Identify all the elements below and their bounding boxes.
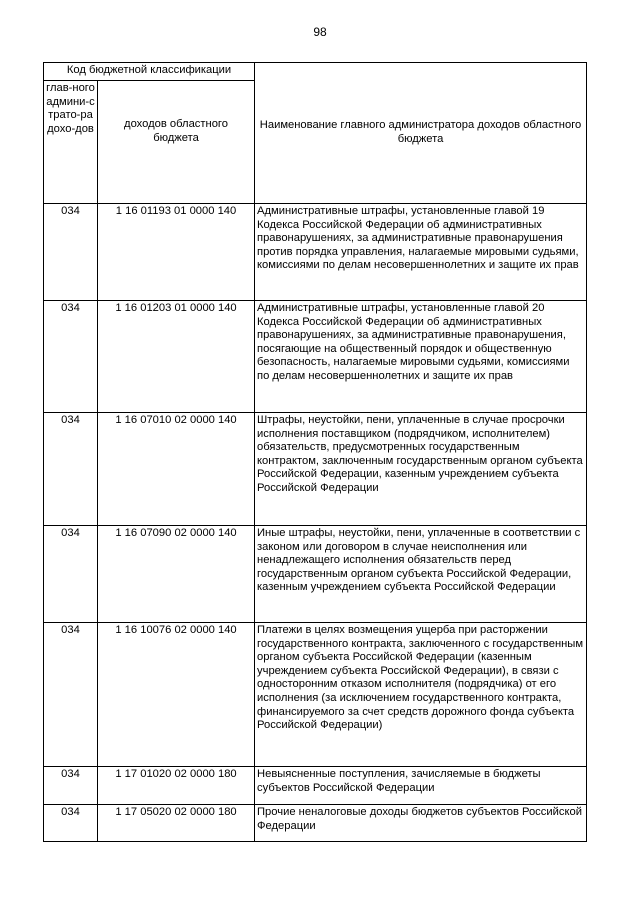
cell-name: Административные штрафы, установленные главой 19 Кодекса Российской Федерации об административных правонарушениях, за административные правонарушения против порядка управления, налагаемые мировыми судьями, комиссиями по делам несовершеннолетних и защите их прав — [255, 204, 587, 301]
cell-income-code: 1 16 07010 02 0000 140 — [98, 413, 255, 526]
cell-name: Административные штрафы, установленные главой 20 Кодекса Российской Федерации об административных правонарушениях, за административные правонарушения, посягающие на общественный порядок и общественную безопасность, налагаемые мировыми судьями, комиссиями по делам несовершеннолетних и защите их прав — [255, 301, 587, 413]
cell-income-code: 1 16 07090 02 0000 140 — [98, 526, 255, 623]
table-row — [44, 204, 587, 301]
cell-name: Иные штрафы, неустойки, пени, уплаченные в соответствии с законом или договором в случае неисполнения или ненадлежащего исполнения обязательств перед государственным органом субъекта Российской Федерации, казенным учреждением субъекта Российской Федерации — [255, 526, 587, 623]
header-admin-code: глав-ного админи-страто-ра дохо-дов — [44, 81, 98, 204]
header-income-code: доходов областного бюджета — [98, 81, 255, 204]
cell-name: Платежи в целях возмещения ущерба при расторжении государственного контракта, заключенного с государственным органом субъекта Российской Федерации (казенным учреждением субъекта Российской Федерации), в связи с односторонним отказом исполнителя (подрядчика) от его исполнения (за исключением государственного контракта, финансируемого за счет средств дорожного фонда субъекта Российской Федерации) — [255, 623, 587, 767]
cell-admin-code: 034 — [44, 526, 98, 623]
table-row — [44, 413, 587, 526]
cell-admin-code: 034 — [44, 805, 98, 842]
table-row — [44, 301, 587, 413]
header-administrator-name: Наименование главного администратора доходов областного бюджета — [255, 63, 587, 204]
table-row — [44, 623, 587, 767]
table-row — [44, 805, 587, 842]
cell-admin-code: 034 — [44, 413, 98, 526]
table-row — [44, 526, 587, 623]
cell-name: Невыясненные поступления, зачисляемые в бюджеты субъектов Российской Федерации — [255, 767, 587, 805]
cell-income-code: 1 16 01193 01 0000 140 — [98, 204, 255, 301]
cell-name: Штрафы, неустойки, пени, уплаченные в случае просрочки исполнения поставщиком (подрядчиком, исполнителем) обязательств, предусмотренных государственным контрактом, заключенным государственным органом субъекта Российской Федерации, казенным учреждением субъекта Российской Федерации — [255, 413, 587, 526]
budget-classification-table — [43, 62, 587, 842]
cell-name: Прочие неналоговые доходы бюджетов субъектов Российской Федерации — [255, 805, 587, 842]
cell-admin-code: 034 — [44, 301, 98, 413]
table-row — [44, 767, 587, 805]
header-budget-classification-code: Код бюджетной классификации — [44, 63, 255, 81]
cell-income-code: 1 17 05020 02 0000 180 — [98, 805, 255, 842]
cell-admin-code: 034 — [44, 623, 98, 767]
cell-income-code: 1 17 01020 02 0000 180 — [98, 767, 255, 805]
header-row-group — [44, 63, 587, 81]
cell-admin-code: 034 — [44, 767, 98, 805]
cell-admin-code: 034 — [44, 204, 98, 301]
page-number: 98 — [313, 25, 327, 39]
cell-income-code: 1 16 10076 02 0000 140 — [98, 623, 255, 767]
cell-income-code: 1 16 01203 01 0000 140 — [98, 301, 255, 413]
